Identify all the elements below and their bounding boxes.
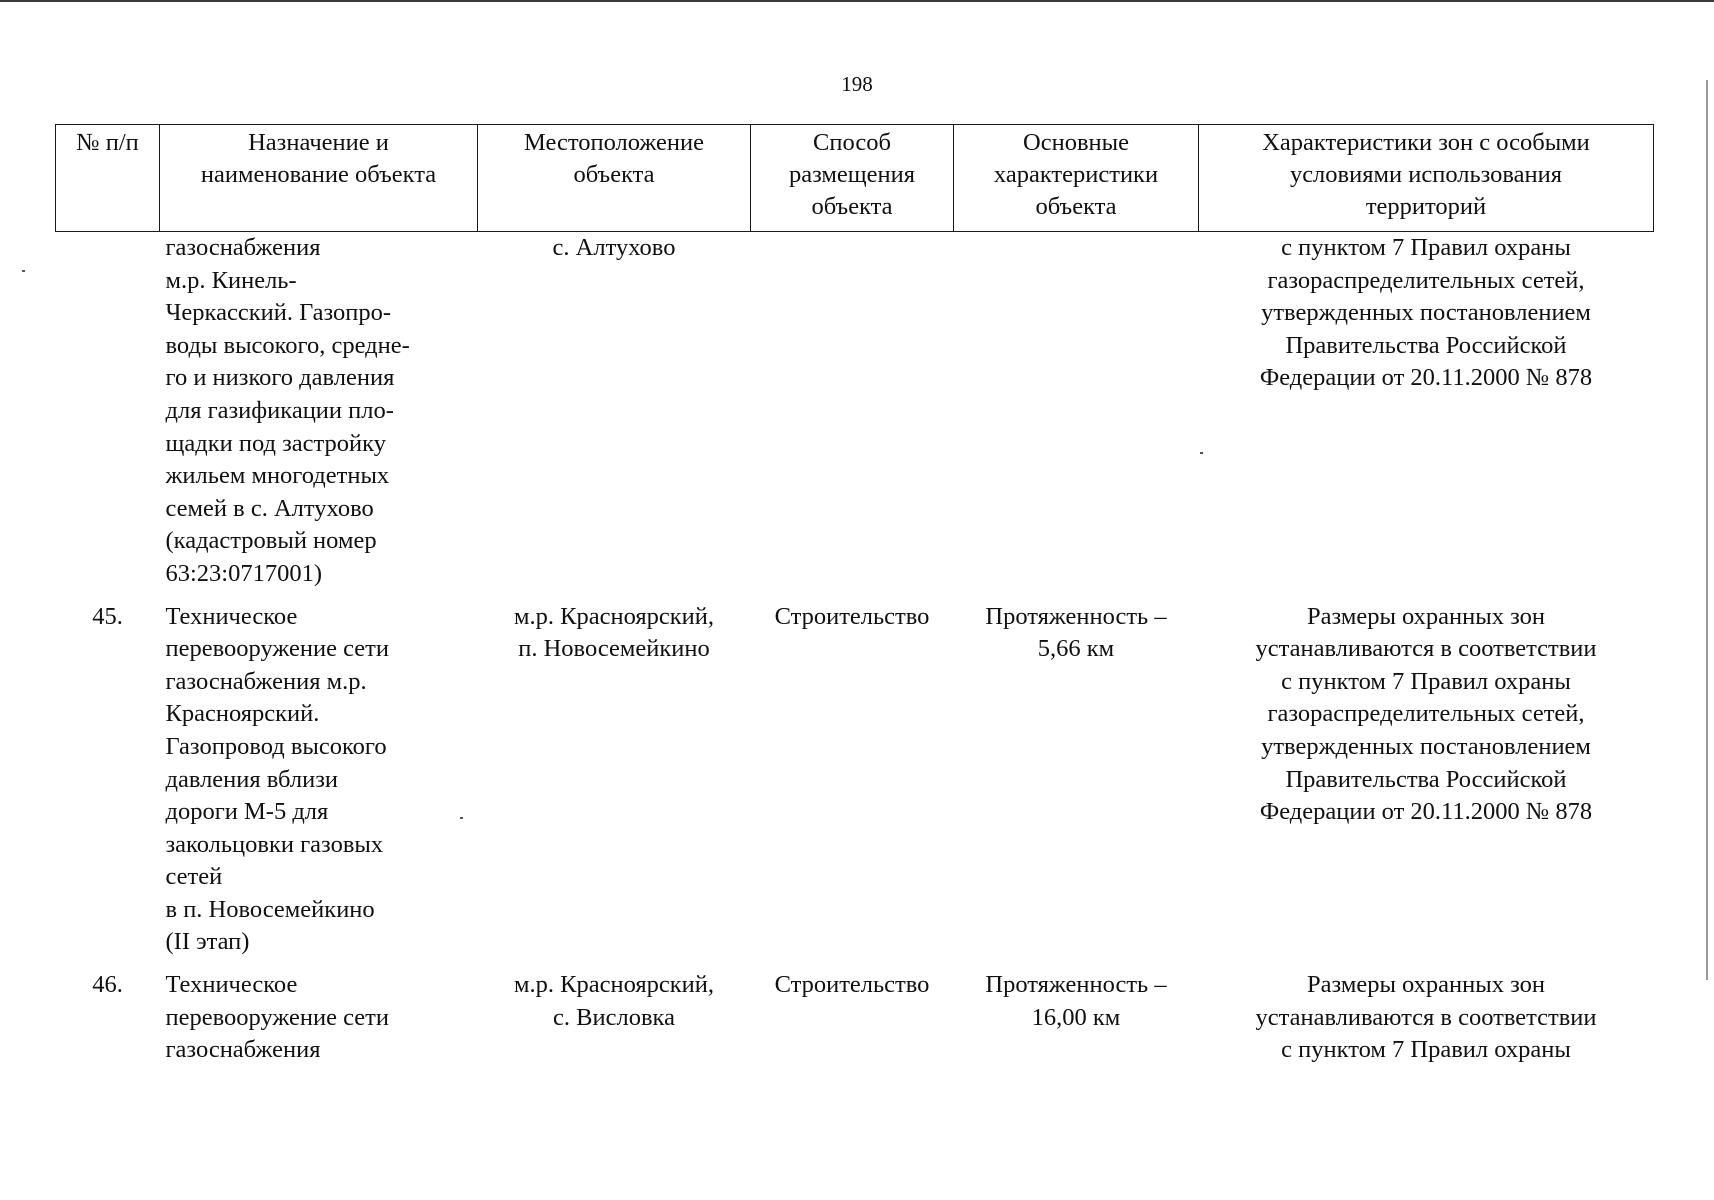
cell-line: утвержденных постановлением bbox=[1261, 299, 1591, 327]
cell-method bbox=[751, 969, 954, 1077]
header-line: № п/п bbox=[76, 129, 139, 156]
cell-characteristics bbox=[954, 969, 1199, 1077]
header-location bbox=[478, 125, 751, 232]
header-line: Способ bbox=[813, 129, 891, 156]
header-row bbox=[56, 125, 1654, 232]
cell-name bbox=[160, 232, 478, 601]
cell-line: с. Висловка bbox=[553, 1003, 675, 1031]
page-number: 198 bbox=[841, 72, 873, 96]
header-line: Характеристики зон с особыми bbox=[1262, 129, 1590, 156]
cell-line: м.р. Красноярский, bbox=[513, 602, 714, 630]
cell-line: семей в с. Алтухово bbox=[165, 494, 374, 522]
cell-line: дороги М-5 для bbox=[165, 798, 329, 826]
cell-zones bbox=[1199, 232, 1654, 601]
cell-number: 46. bbox=[92, 971, 123, 999]
document-table bbox=[55, 124, 1654, 1077]
cell-line: Протяженность – bbox=[985, 602, 1167, 630]
cell-name bbox=[160, 601, 478, 970]
cell-line: газораспределительных сетей, bbox=[1267, 266, 1585, 294]
cell-characteristics bbox=[954, 232, 1199, 601]
cell-line: воды высокого, средне- bbox=[165, 331, 410, 359]
header-line: объекта bbox=[573, 161, 655, 188]
cell-line: закольцовки газовых bbox=[165, 830, 384, 858]
cell-method bbox=[751, 232, 954, 601]
cell-line: перевооружение сети bbox=[165, 1003, 389, 1031]
cell-line: Правительства Российской bbox=[1285, 765, 1567, 793]
header-line: Назначение и bbox=[248, 129, 389, 156]
cell-line: Размеры охранных зон bbox=[1306, 971, 1545, 999]
cell-line: утвержденных постановлением bbox=[1261, 732, 1591, 760]
cell-line: Федерации от 20.11.2000 № 878 bbox=[1259, 798, 1593, 826]
cell-line: газораспределительных сетей, bbox=[1267, 700, 1585, 728]
cell-line: го и низкого давления bbox=[165, 364, 395, 392]
cell-line: п. Новосемейкино bbox=[518, 635, 710, 663]
cell-line: Строительство bbox=[774, 971, 930, 999]
cell-line: с пунктом 7 Правил охраны bbox=[1281, 234, 1571, 261]
header-line: объекта bbox=[1035, 193, 1117, 220]
cell-name bbox=[160, 969, 478, 1077]
cell-line: Черкасский. Газопро- bbox=[165, 299, 392, 327]
cell-location bbox=[478, 232, 751, 601]
cell-line: Протяженность – bbox=[985, 971, 1167, 999]
header-line: Местоположение bbox=[524, 129, 704, 156]
cell-line: 16,00 км bbox=[1031, 1003, 1121, 1031]
cell-line: газоснабжения bbox=[165, 1036, 321, 1064]
cell-characteristics bbox=[954, 601, 1199, 970]
cell-line: Строительство bbox=[774, 602, 930, 630]
cell-line: газоснабжения bbox=[165, 234, 321, 261]
cell-line: Техническое bbox=[165, 602, 298, 630]
cell-number bbox=[56, 232, 160, 601]
cell-number: 45. bbox=[92, 602, 123, 630]
cell-line: газоснабжения м.р. bbox=[165, 667, 367, 695]
cell-zones bbox=[1199, 601, 1654, 970]
cell-line: Красноярский. bbox=[165, 700, 320, 728]
table-row bbox=[56, 969, 1654, 1077]
header-name bbox=[160, 125, 478, 232]
header-line: размещения bbox=[788, 161, 916, 188]
cell-line: (II этап) bbox=[165, 928, 250, 956]
cell-zones bbox=[1199, 969, 1654, 1077]
cell-line: устанавливаются в соответствии bbox=[1255, 635, 1597, 663]
scan-speck bbox=[460, 817, 463, 819]
scan-speck bbox=[1200, 452, 1203, 454]
table-header bbox=[56, 125, 1654, 232]
header-line: характеристики bbox=[993, 161, 1159, 188]
header-line: объекта bbox=[811, 193, 893, 220]
cell-location bbox=[478, 969, 751, 1077]
cell-line: жильем многодетных bbox=[165, 462, 390, 490]
cell-line: (кадастровый номер bbox=[165, 527, 377, 555]
cell-line: Размеры охранных зон bbox=[1306, 602, 1545, 630]
cell-line: устанавливаются в соответствии bbox=[1255, 1003, 1597, 1031]
cell-line: с. Алтухово bbox=[552, 234, 676, 261]
header-zones bbox=[1199, 125, 1654, 232]
header-line: территорий bbox=[1365, 193, 1487, 220]
scan-speck bbox=[22, 270, 25, 272]
cell-line: Газопровод высокого bbox=[165, 732, 387, 760]
header-method bbox=[751, 125, 954, 232]
cell-line: с пунктом 7 Правил охраны bbox=[1281, 667, 1571, 695]
cell-line: м.р. Кинель- bbox=[165, 266, 297, 294]
table-row bbox=[56, 232, 1654, 601]
cell-line: с пунктом 7 Правил охраны bbox=[1281, 1036, 1571, 1064]
cell-line: Федерации от 20.11.2000 № 878 bbox=[1259, 364, 1593, 392]
scan-edge-right bbox=[1706, 80, 1708, 980]
cell-line: 5,66 км bbox=[1037, 635, 1115, 663]
cell-method bbox=[751, 601, 954, 970]
header-characteristics bbox=[954, 125, 1199, 232]
cell-line: перевооружение сети bbox=[165, 635, 389, 663]
cell-line: в п. Новосемейкино bbox=[165, 895, 375, 923]
cell-line: давления вблизи bbox=[165, 765, 339, 793]
cell-line: щадки под застройку bbox=[165, 429, 386, 457]
header-line: Основные bbox=[1023, 129, 1129, 156]
header-line: условиями использования bbox=[1289, 161, 1563, 188]
cell-line: Техническое bbox=[165, 971, 298, 999]
cell-line: 63:23:0717001) bbox=[165, 559, 323, 587]
table-row bbox=[56, 601, 1654, 970]
cell-line: м.р. Красноярский, bbox=[513, 971, 714, 999]
table-body bbox=[56, 232, 1654, 1077]
cell-location bbox=[478, 601, 751, 970]
header-line: наименование объекта bbox=[200, 161, 437, 188]
scan-edge-top bbox=[0, 0, 1714, 2]
cell-line: Правительства Российской bbox=[1285, 331, 1567, 359]
cell-line: сетей bbox=[165, 863, 223, 891]
header-number bbox=[56, 125, 160, 232]
cell-line: для газификации пло- bbox=[165, 396, 394, 424]
